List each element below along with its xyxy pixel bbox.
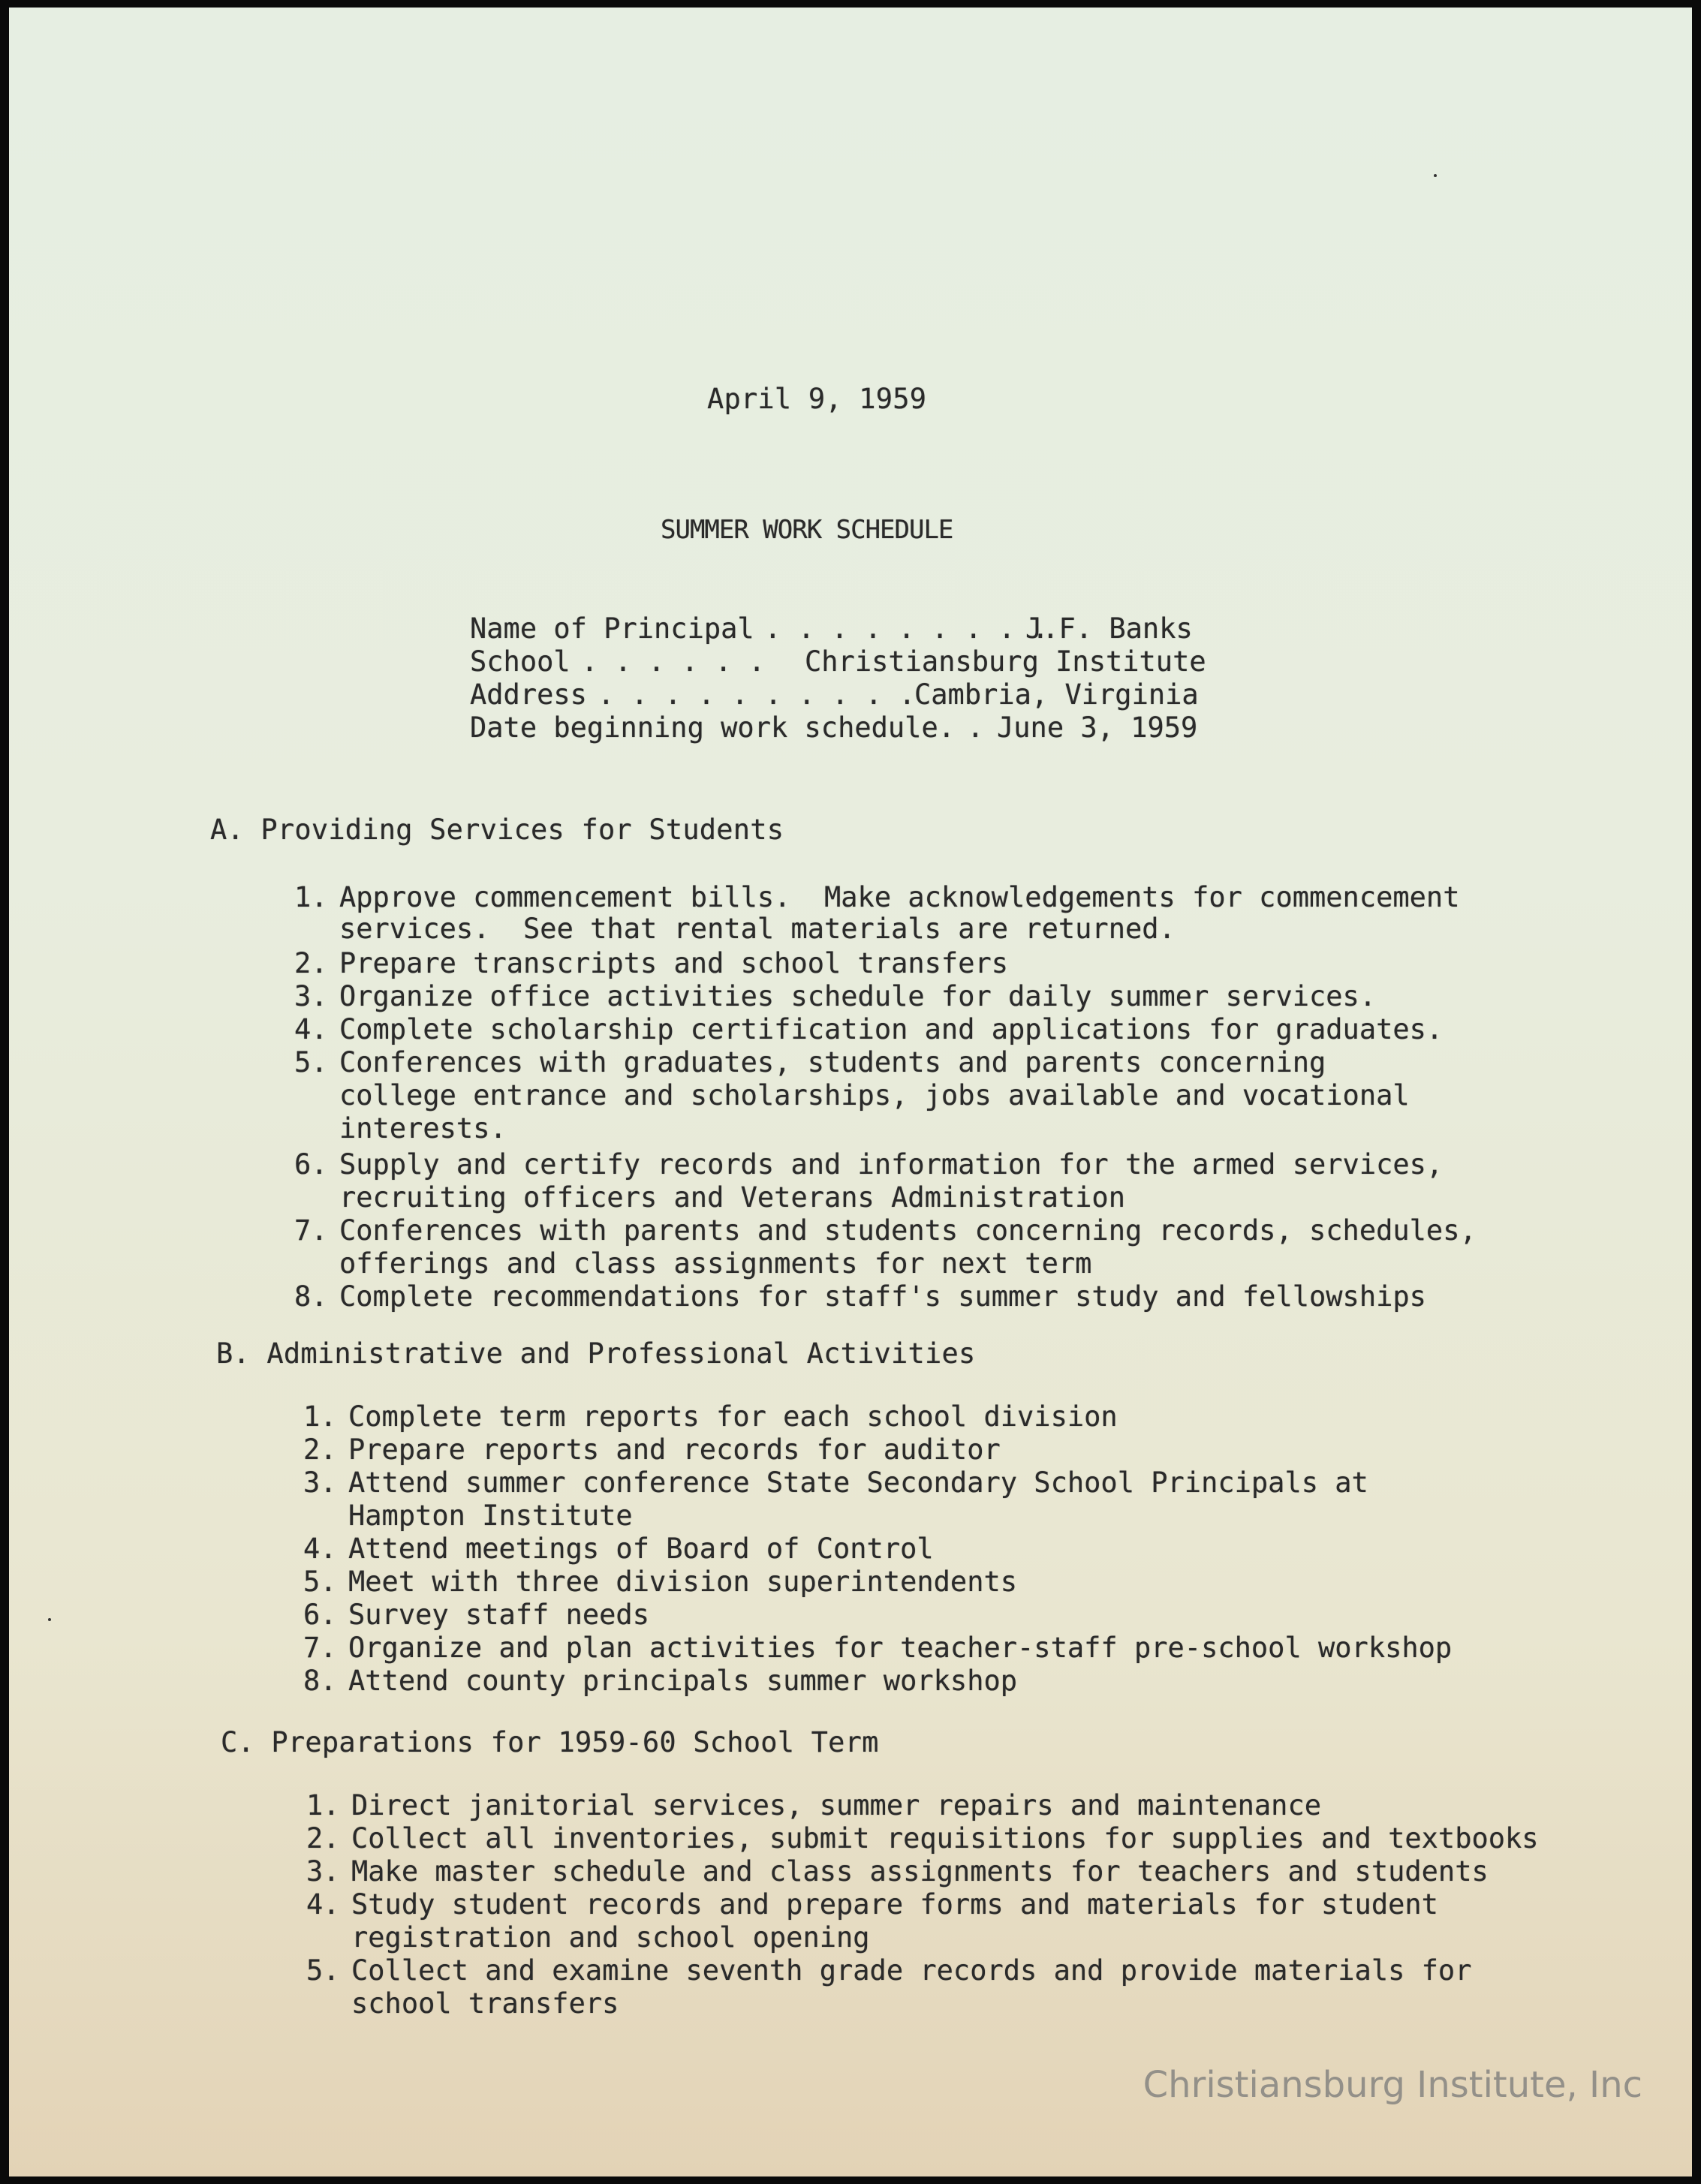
list-item-number: 1. — [294, 881, 328, 913]
list-item-text: Complete scholarship certification and applications for graduates. — [339, 1013, 1444, 1045]
info-label: Date beginning work schedule. — [470, 711, 956, 744]
list-item-number: 3. — [306, 1855, 340, 1888]
list-item-text: registration and school opening — [351, 1921, 870, 1954]
info-label: Address — [470, 678, 587, 711]
info-leader-dots: . . . . . . — [564, 645, 766, 678]
list-item-number: 5. — [306, 1954, 340, 1987]
info-leader-dots: . — [950, 711, 984, 744]
list-item-text: Attend summer conference State Secondary School Principals at — [348, 1467, 1368, 1499]
list-item-text: services. See that rental materials are returned. — [339, 913, 1176, 945]
info-leader-dots: . . . . . . . . . . — [581, 678, 916, 711]
list-item-text: Attend county principals summer workshop — [348, 1665, 1018, 1697]
list-item-text: interests. — [339, 1112, 507, 1145]
list-item-number: 4. — [306, 1888, 340, 1921]
list-item-number: 3. — [294, 980, 328, 1012]
info-value: Christiansburg Institute — [805, 645, 1206, 678]
list-item-text: Organize office activities schedule for daily summer services. — [339, 980, 1377, 1012]
list-item-text: Collect all inventories, submit requisitions for supplies and textbooks — [351, 1822, 1539, 1855]
list-item-number: 7. — [294, 1214, 328, 1247]
list-item-number: 2. — [306, 1822, 340, 1855]
list-item-text: recruiting officers and Veterans Administration — [339, 1181, 1125, 1214]
list-item-text: school transfers — [351, 1987, 619, 2020]
section-a-heading: A. Providing Services for Students — [210, 814, 784, 846]
list-item-text: Make master schedule and class assignments for teachers and students — [351, 1855, 1489, 1888]
info-label: Name of Principal — [470, 612, 754, 645]
section-b-heading: B. Administrative and Professional Activities — [216, 1337, 976, 1370]
document-page — [9, 8, 1692, 2176]
list-item-number: 6. — [294, 1148, 328, 1181]
list-item-text: college entrance and scholarships, jobs available and vocational — [339, 1079, 1410, 1112]
list-item-text: offerings and class assignments for next term — [339, 1247, 1092, 1280]
list-item-text: Organize and plan activities for teacher-staff pre-school workshop — [348, 1632, 1453, 1664]
paper-speck — [48, 1618, 51, 1621]
list-item-text: Direct janitorial services, summer repairs and maintenance — [351, 1789, 1322, 1822]
list-item-text: Approve commencement bills. Make acknowledgements for commencement — [339, 881, 1460, 913]
list-item-number: 5. — [303, 1566, 337, 1598]
list-item-number: 4. — [294, 1013, 328, 1045]
info-leader-dots: . . . . . . . . . — [748, 612, 1049, 645]
list-item-number: 8. — [303, 1665, 337, 1697]
list-item-number: 4. — [303, 1533, 337, 1565]
list-item-text: Attend meetings of Board of Control — [348, 1533, 934, 1565]
paper-speck — [1434, 174, 1437, 177]
list-item-text: Prepare reports and records for auditor — [348, 1433, 1001, 1466]
list-item-text: Hampton Institute — [348, 1500, 633, 1532]
watermark: Christiansburg Institute, Inc — [1143, 2064, 1642, 2106]
list-item-number: 7. — [303, 1632, 337, 1664]
info-value: J.F. Banks — [1025, 612, 1193, 645]
list-item-text: Conferences with parents and students concerning records, schedules, — [339, 1214, 1477, 1247]
list-item-number: 1. — [303, 1400, 337, 1433]
list-item-text: Supply and certify records and information for the armed services, — [339, 1148, 1444, 1181]
list-item-number: 8. — [294, 1280, 328, 1313]
document-date: April 9, 1959 — [707, 383, 927, 415]
info-value: Cambria, Virginia — [914, 678, 1199, 711]
list-item-text: Prepare transcripts and school transfers — [339, 947, 1009, 979]
list-item-number: 5. — [294, 1046, 328, 1078]
section-c-heading: C. Preparations for 1959-60 School Term — [221, 1726, 879, 1758]
list-item-number: 6. — [303, 1599, 337, 1631]
document-title: SUMMER WORK SCHEDULE — [661, 515, 953, 545]
info-label: School — [470, 645, 571, 678]
list-item-number: 1. — [306, 1789, 340, 1822]
list-item-text: Complete term reports for each school division — [348, 1400, 1118, 1433]
list-item-text: Survey staff needs — [348, 1599, 649, 1631]
list-item-text: Meet with three division superintendents — [348, 1566, 1018, 1598]
list-item-text: Complete recommendations for staff's summer study and fellowships — [339, 1280, 1426, 1313]
list-item-number: 2. — [294, 947, 328, 979]
list-item-number: 3. — [303, 1467, 337, 1499]
list-item-text: Conferences with graduates, students and parents concerning — [339, 1046, 1326, 1078]
list-item-text: Collect and examine seventh grade records and provide materials for — [351, 1954, 1472, 1987]
info-value: June 3, 1959 — [997, 711, 1198, 744]
list-item-text: Study student records and prepare forms and materials for student — [351, 1888, 1438, 1921]
list-item-number: 2. — [303, 1433, 337, 1466]
